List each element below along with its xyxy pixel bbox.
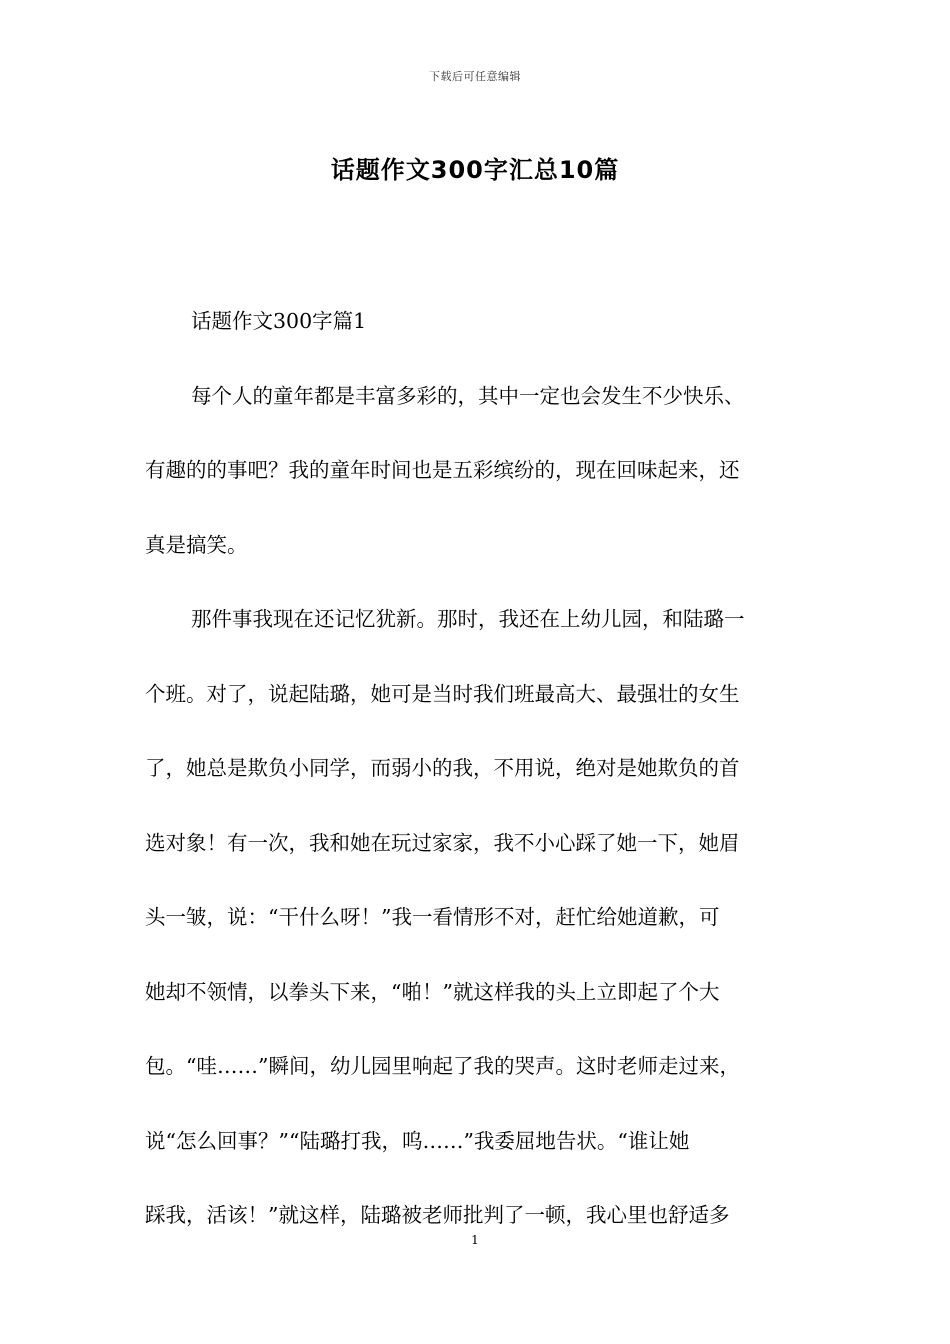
paragraph-line: 包。“哇……”瞬间，幼儿园里响起了我的哭声。这时老师走过来， (145, 1054, 740, 1078)
paragraph-line: 真是搞笑。 (145, 532, 248, 557)
paragraph-line: 选对象！有一次，我和她在玩过家家，我不小心踩了她一下，她眉 (145, 830, 740, 855)
paragraph-line: 个班。对了，说起陆璐，她可是当时我们班最高大、最强壮的女生 (145, 681, 740, 706)
paragraph-line: 她却不领情，以拳头下来，“啪！”就这样我的头上立即起了个大 (145, 979, 720, 1004)
paragraph-line: 说“怎么回事？”“陆璐打我，呜……”我委屈地告状。“谁让她 (145, 1128, 690, 1153)
paragraph-line: 每个人的童年都是丰富多彩的，其中一定也会发生不少快乐、 (191, 383, 745, 408)
paragraph-line: 那件事我现在还记忆犹新。那时，我还在上幼儿园，和陆璐一 (191, 607, 745, 631)
document-title: 话题作文300字汇总10篇 (330, 156, 620, 184)
paragraph-line: 头一皱，说：“干什么呀！”我一看情形不对，赶忙给她道歉，可 (145, 905, 720, 929)
page-number: 1 (471, 1233, 479, 1247)
document-body (145, 284, 810, 1253)
header-note: 下载后可任意编辑 (429, 70, 521, 83)
paragraph-line: 有趣的的事吧？我的童年时间也是五彩缤纷的，现在回味起来，还 (145, 458, 740, 482)
paragraph-line: 了，她总是欺负小同学，而弱小的我，不用说，绝对是她欺负的首 (145, 756, 740, 780)
paragraph-line: 踩我，活该！”就这样，陆璐被老师批判了一顿，我心里也舒适多 (145, 1203, 730, 1227)
section-heading: 话题作文300字篇1 (191, 309, 367, 333)
